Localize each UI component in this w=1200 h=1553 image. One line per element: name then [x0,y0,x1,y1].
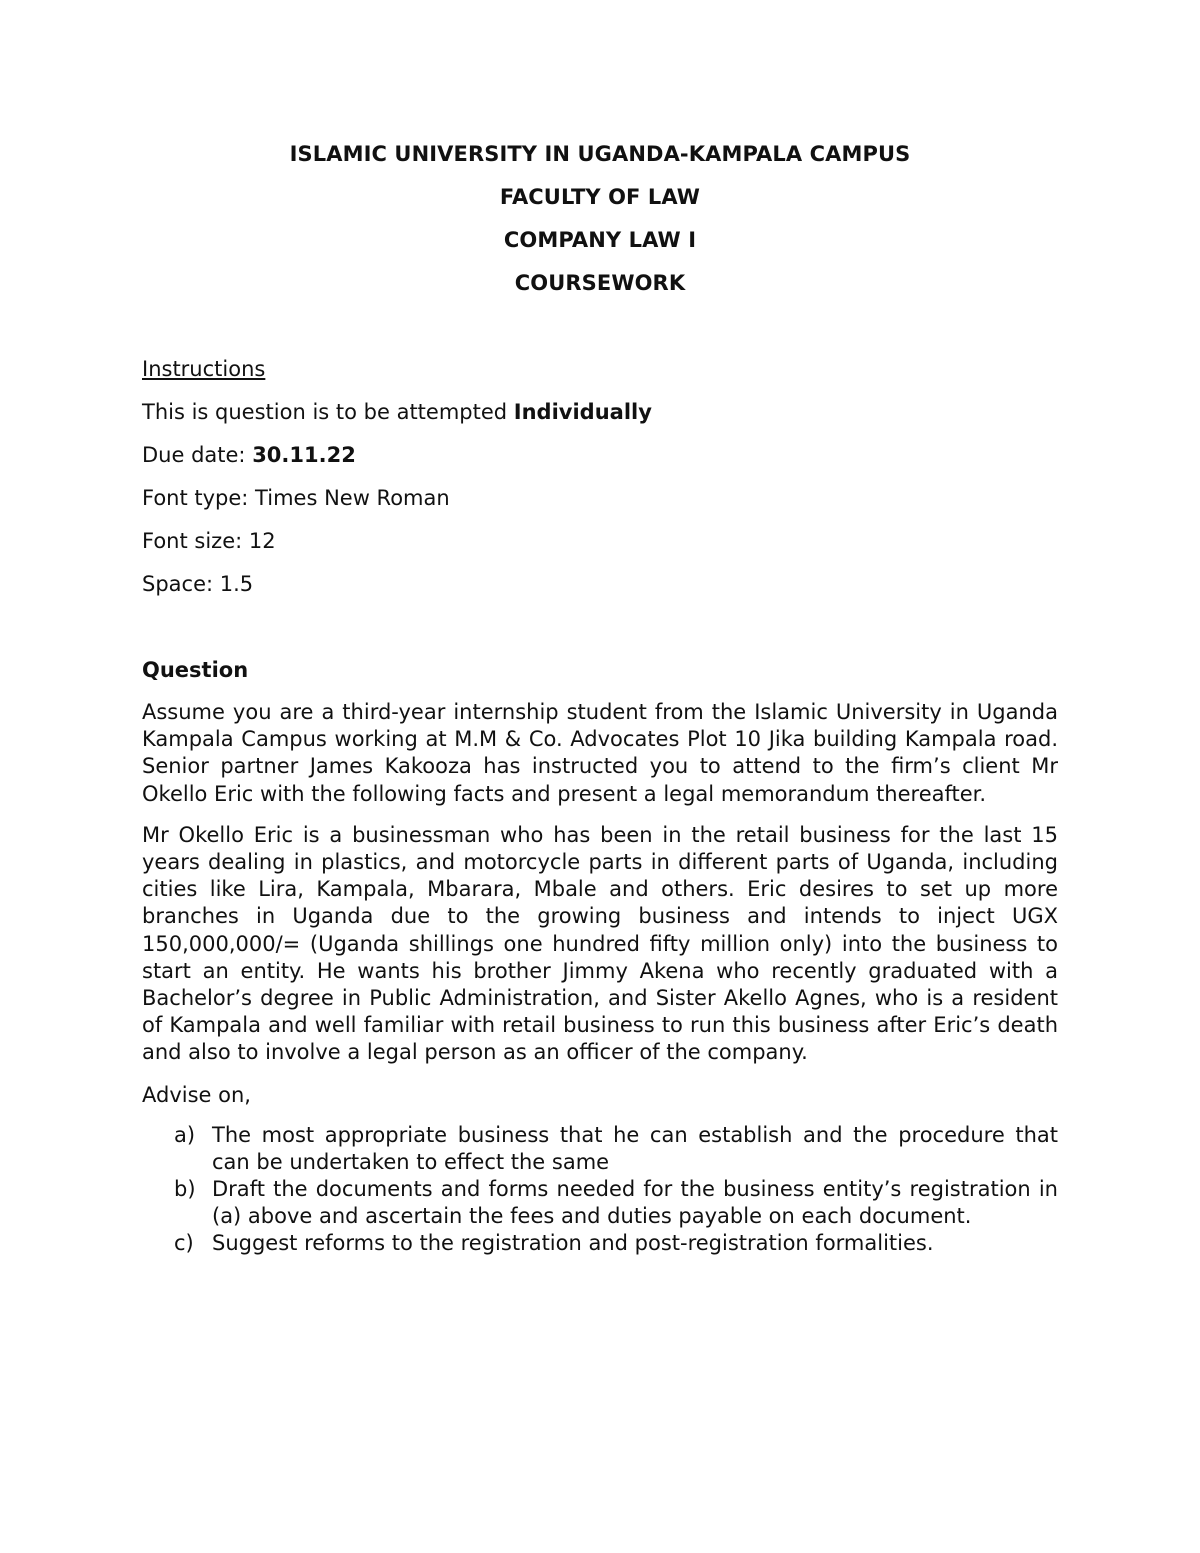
instructions-section [142,355,1058,613]
font-size-line: Font size: 12 [142,529,276,553]
spacing-line: Space: 1.5 [142,572,254,596]
list-marker-a: a) [174,1122,196,1147]
attempt-mode: Individually [513,400,652,424]
attempt-text: This is question is to be attempted [142,400,514,424]
question-paragraph-2: Mr Okello Eric is a businessman who has been in the retail business for the last 15 years dealing in plastics, and motorcycle parts in different parts of Uganda, including cities like Lira, Kampala, Mbarara, Mbale and others. Eric desires to set up more branches in Uganda due to the growing business and intends to inject UGX 150,000,000/= (Uganda shillings one hundred fifty million only) into the business to start an entity. He wants his brother Jimmy Akena who recently graduated with a Bachelor’s degree in Public Administration, and Sister Akello Agnes, who is a resident of Kampala and well familiar with retail business to run this business after Eric’s death and also to involve a legal person as an officer of the company. [142,822,1058,1065]
attempt-line [142,398,1058,427]
list-item [142,1122,1058,1176]
due-date-value: 30.11.22 [252,443,356,467]
question-heading: Question [142,658,249,682]
instructions-heading: Instructions [142,357,266,381]
advise-list [142,1122,1058,1258]
due-date-label: Due date: [142,443,253,467]
question-paragraph-1: Assume you are a third-year internship student from the Islamic University in Uganda Kampala Campus working at M.M & Co. Advocates Plot 10 Jika building Kampala road. Senior partner James Kakooza has instructed you to attend to the firm’s client Mr Okello Eric with the following facts and present a legal memorandum thereafter. [142,700,1058,806]
course-title: COMPANY LAW I [503,228,697,252]
coursework-title: COURSEWORK [514,271,686,295]
advise-label: Advise on, [142,1082,251,1107]
question-section [142,656,1058,1258]
list-item-text-c: Suggest reforms to the registration and post-registration formalities. [212,1231,934,1256]
font-type-line: Font type: Times New Roman [142,486,450,510]
list-item [142,1176,1058,1230]
faculty-title: FACULTY OF LAW [499,185,701,209]
list-item-text-a: The most appropriate business that he can establish and the procedure that can be undertaken to effect the same [212,1122,1058,1174]
university-title: ISLAMIC UNIVERSITY IN UGANDA-KAMPALA CAMPUS [289,142,911,166]
list-marker-b: b) [174,1177,196,1202]
list-item-text-b: Draft the documents and forms needed for the business entity’s registration in (a) above and ascertain the fees and duties payable on each document. [212,1177,1058,1229]
list-item [142,1230,1058,1257]
list-marker-c: c) [174,1231,194,1256]
document-header [0,140,1200,312]
due-date-line [142,441,1058,470]
